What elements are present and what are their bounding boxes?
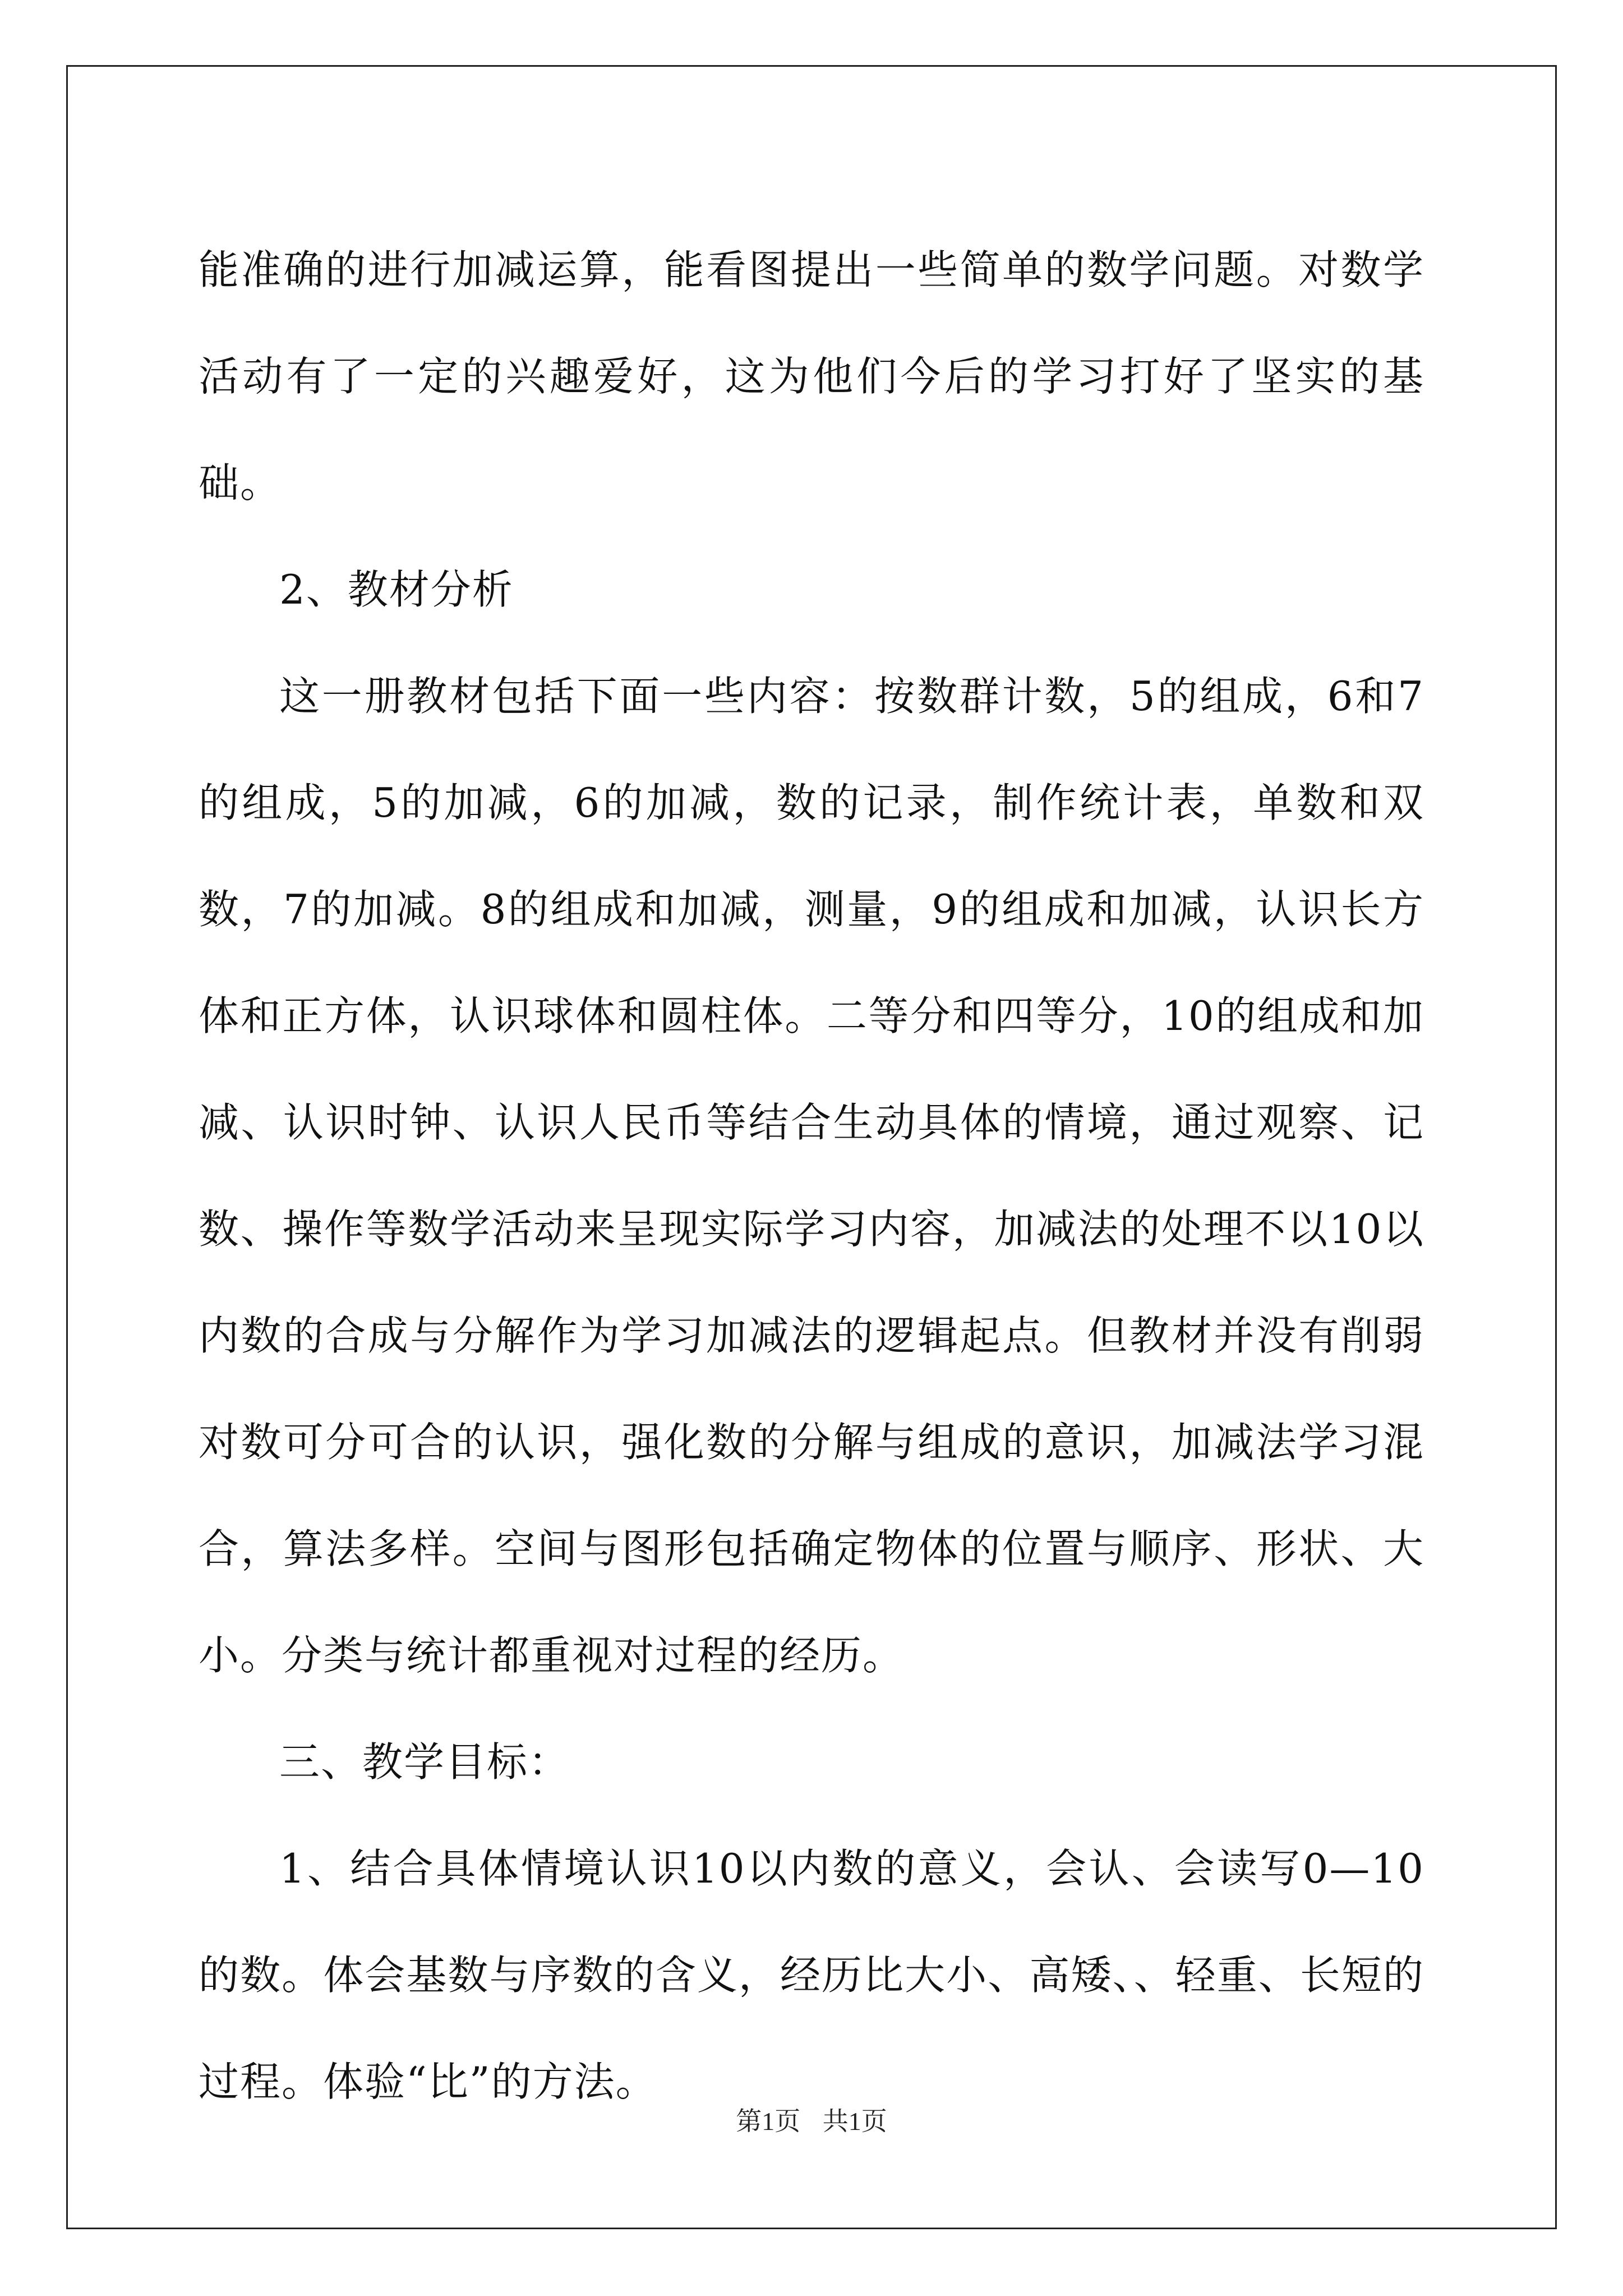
- section-heading-textbook-analysis: 2、教材分析: [279, 566, 514, 613]
- section-heading-teaching-goals: 三、教学目标：: [279, 1738, 570, 1786]
- paragraph-goal-1: 1、结合具体情境认识10以内数的意义，会认、会读写0—10的数。体会基数与序数的含义，经历比大小、高矮、、轻重、长短的过程。体验“比”的方法。: [199, 1845, 1424, 2105]
- paragraph-textbook-content: 这一册教材包括下面一些内容：按数群计数，5的组成，6和7的组成，5的加减，6的加减，数的记录，制作统计表，单数和双数，7的加减。8的组成和加减，测量，9的组成和加减，认识长方体和正方体，认识球体和圆柱体。二等分和四等分，10的组成和加减、认识时钟、认识人民币等结合生动具体的情境，通过观察、记数、操作等数学活动来呈现实际学习内容，加减法的处理不以10以内数的合成与分解作为学习加减法的逻辑起点。但教材并没有削弱对数可分可合的认识，强化数的分解与组成的意识，加减法学习混合，算法多样。空间与图形包括确定物体的位置与顺序、形状、大小。分类与统计都重视对过程的经历。: [199, 673, 1424, 1679]
- page-footer: [0, 2101, 1623, 2138]
- page-number-total: 共1页: [822, 2107, 887, 2136]
- page-number-current: 第1页: [736, 2107, 801, 2136]
- document-body: [199, 217, 1424, 2135]
- paragraph-continuation: 能准确的进行加减运算，能看图提出一些简单的数学问题。对数学活动有了一定的兴趣爱好，这为他们今后的学习打好了坚实的基础。: [199, 246, 1424, 507]
